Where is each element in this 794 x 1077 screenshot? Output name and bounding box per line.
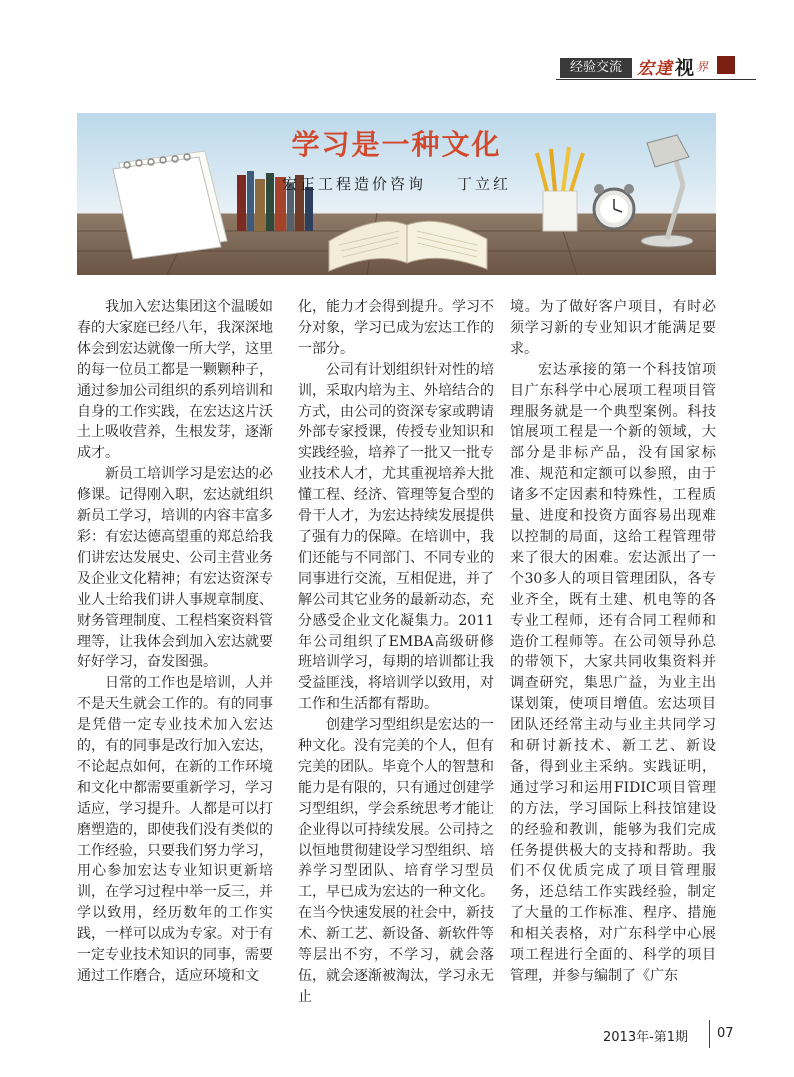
paragraph: 宏达承接的第一个科技馆项目广东科学中心展项工程项目管理服务就是一个典型案例。科技馆展项工程是一个新的领域，大部分是非标产品，没有国家标准、规范和定额可以参照，由于诸多不定因素和特殊性，工程质量、进度和投资方面容易出现难以控制的局面，这给工程管理带来了很大的困难。宏达派出了一个30多人的项目管理团队，各专业齐全，既有土建、机电等的各专业工程师，还有合同工程师和造价工程师等。在公司领导孙总的带领下，大家共同收集资料并调查研究，集思广益，为业主出谋划策，使项目增值。宏达项目团队还经常主动与业主共同学习和研讨新技术、新工艺、新设备，得到业主采纳。实践证明，通过学习和运用FIDIC项目管理的方法，学习国际上科技馆建设的经验和教训，能够为我们完成任务提供极大的支持和帮助。我们不仅优质完成了项目管理服务，还总结工作实践经验，制定了大量的工作标准、程序、措施和相关表格，对广东科学中心展项工程进行全面的、科学的项目管理，并参与编制了《广东 — [510, 361, 716, 984]
open-book-icon — [329, 221, 487, 271]
brand-name: 宏達 — [637, 58, 673, 79]
paragraph: 我加入宏达集团这个温暖如春的大家庭已经八年，我深深地体会到宏达就像一所大学，这里的每一位员工都是一颗颗种子，通过参加公司组织的系列培训和自身的工作实践，在宏达这片沃土上吸收营养，生根发芽，逐渐成才。 — [77, 299, 273, 462]
brand-jie: 界 — [696, 59, 709, 74]
text-column-3 — [510, 297, 716, 987]
magazine-brand — [637, 54, 708, 78]
paragraph: 境。为了做好客户项目，有时必须学习新的专业知识才能满足要求。 — [510, 299, 716, 357]
text-column-2 — [298, 297, 494, 1008]
paragraph: 化，能力才会得到提升。学习不分对象，学习已成为宏达工作的一部分。 — [298, 299, 494, 357]
paragraph: 日常的工作也是培训，人并不是天生就会工作的。有的同事是凭借一定专业技术加入宏达的，有的同事是改行加入宏达，不论起点如何，在新的工作环境和文化中都需要重新学习，学习适应，学习提升。人都是可以打磨塑造的，即使我们没有类似的工作经验，只要我们努力学习，用心参加宏达专业知识更新培训，在学习过程中举一反三，并学以致用，经历数年的工作实践，一样可以成为专家。对于有一定专业技术知识的同事，需要通过工作磨合，适应环境和文 — [77, 675, 273, 984]
article-author: 宏正工程造价咨询 丁立红 — [281, 175, 512, 193]
brand-seal-logo — [717, 56, 735, 74]
paragraph: 创建学习型组织是宏达的一种文化。没有完美的个人，但有完美的团队。毕竟个人的智慧和能力是有限的，只有通过创建学习型组织，学会系统思考才能让企业得以可持续发展。公司持之以恒地贯彻建设学习型组织、培养学习型团队、培育学习型员工，早已成为宏达的一种文化。在当今快速发展的社会中，新技术、新工艺、新设备、新软件等等层出不穷，不学习，就会落伍，就会逐渐被淘汰，学习永无止 — [298, 717, 494, 1005]
section-tag: 经验交流 — [560, 58, 632, 78]
footer-divider — [709, 1020, 710, 1048]
text-column-1 — [77, 297, 273, 987]
article-banner — [77, 113, 716, 275]
issue-label: 2013年-第1期 — [603, 1030, 689, 1045]
notebook-icon — [113, 151, 227, 259]
brand-shi: 视 — [675, 56, 695, 79]
article-title: 学习是一种文化 — [291, 128, 502, 161]
page-number: 07 — [717, 1026, 734, 1041]
paragraph: 新员工培训学习是宏达的必修课。记得刚入职，宏达就组织新员工学习，培训的内容丰富多彩：有宏达德高望重的郑总给我们讲宏达发展史、公司主营业务及企业文化精神；有宏达资深专业人士给我们讲人事规章制度、财务管理制度、工程档案资料管理等，让我体会到加入宏达就要好好学习，奋发图强。 — [77, 466, 273, 671]
paragraph: 公司有计划组织针对性的培训，采取内培为主、外培结合的方式，由公司的资深专家或聘请外部专家授课，传授专业知识和实践经验，培养了一批又一批专业技术人才，尤其重视培养大批懂工程、经济、管理等复合型的骨干人才，为宏达持续发展提供了强有力的保障。在培训中，我们还能与不同部门、不同专业的同事进行交流，互相促进，并了解公司其它业务的最新动态，充分感受企业文化凝集力。2011年公司组织了EMBA高级研修班培训学习，每期的培训都让我受益匪浅，将培训学以致用，对工作和生活都有帮助。 — [298, 361, 494, 713]
header-rule — [556, 79, 756, 80]
